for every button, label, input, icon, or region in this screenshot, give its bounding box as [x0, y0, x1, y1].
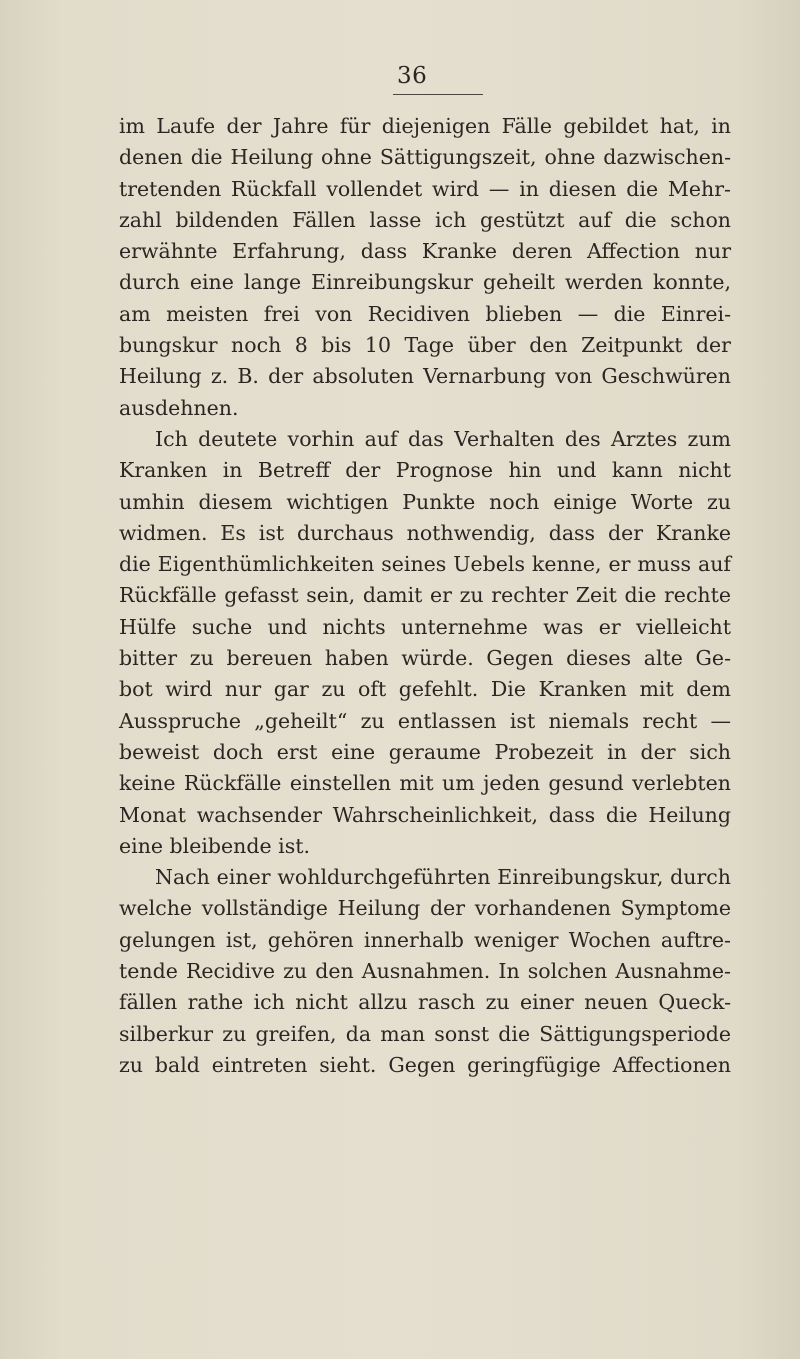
page-number: 36	[397, 63, 428, 89]
text-line: umhin diesem wichtigen Punkte noch einige Worte zu	[119, 489, 731, 514]
text-line: zahl bildenden Fällen lasse ich gestützt auf die schon	[119, 207, 731, 232]
body-text	[119, 111, 731, 1081]
text-line: Rückfälle gefasst sein, damit er zu rechter Zeit die rechte	[119, 583, 731, 608]
text-line: bitter zu bereuen haben würde. Gegen dieses alte Ge-	[119, 646, 731, 671]
text-line: silberkur zu greifen, da man sonst die Sättigungsperiode	[119, 1021, 731, 1046]
text-line: am meisten frei von Recidiven blieben — die Einrei-	[119, 301, 731, 326]
text-line: zu bald eintreten sieht. Gegen geringfügige Affectionen	[119, 1052, 731, 1077]
paragraph	[119, 111, 731, 424]
text-line: eine bleibende ist.	[119, 833, 310, 858]
text-line: Ich deutete vorhin auf das Verhalten des Arztes zum	[155, 426, 731, 451]
text-line: tende Recidive zu den Ausnahmen. In solchen Ausnahme-	[119, 959, 731, 984]
text-line: tretenden Rückfall vollendet wird — in diesen die Mehr-	[119, 176, 731, 201]
text-line: Hülfe suche und nichts unternehme was er vielleicht	[119, 614, 731, 639]
text-line: welche vollständige Heilung der vorhandenen Symptome	[119, 896, 731, 921]
text-line: gelungen ist, gehören innerhalb weniger Wochen auftre-	[119, 927, 731, 952]
paragraph	[119, 862, 731, 1081]
text-line: Ausspruche „geheilt“ zu entlassen ist niemals recht —	[119, 708, 731, 733]
text-line: ausdehnen.	[119, 395, 239, 420]
text-line: bot wird nur gar zu oft gefehlt. Die Kranken mit dem	[119, 677, 731, 702]
text-line: die Eigenthümlichkeiten seines Uebels kenne, er muss auf	[119, 552, 731, 577]
paragraph	[119, 424, 731, 862]
page-number-rule	[393, 94, 483, 95]
text-line: keine Rückfälle einstellen mit um jeden gesund verlebten	[119, 771, 731, 796]
text-line: Kranken in Betreff der Prognose hin und kann nicht	[119, 458, 731, 483]
text-line: widmen. Es ist durchaus nothwendig, dass der Kranke	[119, 520, 731, 545]
text-line: Nach einer wohldurchgeführten Einreibungskur, durch	[155, 865, 731, 890]
text-line: fällen rathe ich nicht allzu rasch zu einer neuen Queck-	[119, 990, 731, 1015]
text-line: denen die Heilung ohne Sättigungszeit, ohne dazwischen-	[119, 145, 731, 170]
text-line: durch eine lange Einreibungskur geheilt werden konnte,	[119, 270, 731, 295]
text-line: im Laufe der Jahre für diejenigen Fälle gebildet hat, in	[119, 114, 731, 138]
text-line: bungskur noch 8 bis 10 Tage über den Zeitpunkt der	[119, 333, 731, 358]
text-line: beweist doch erst eine geraume Probezeit in der sich	[119, 739, 731, 764]
text-line: Monat wachsender Wahrscheinlichkeit, dass die Heilung	[119, 802, 731, 827]
text-line: Heilung z. B. der absoluten Vernarbung von Geschwüren	[119, 364, 731, 389]
text-line: erwähnte Erfahrung, dass Kranke deren Affection nur	[119, 239, 731, 264]
